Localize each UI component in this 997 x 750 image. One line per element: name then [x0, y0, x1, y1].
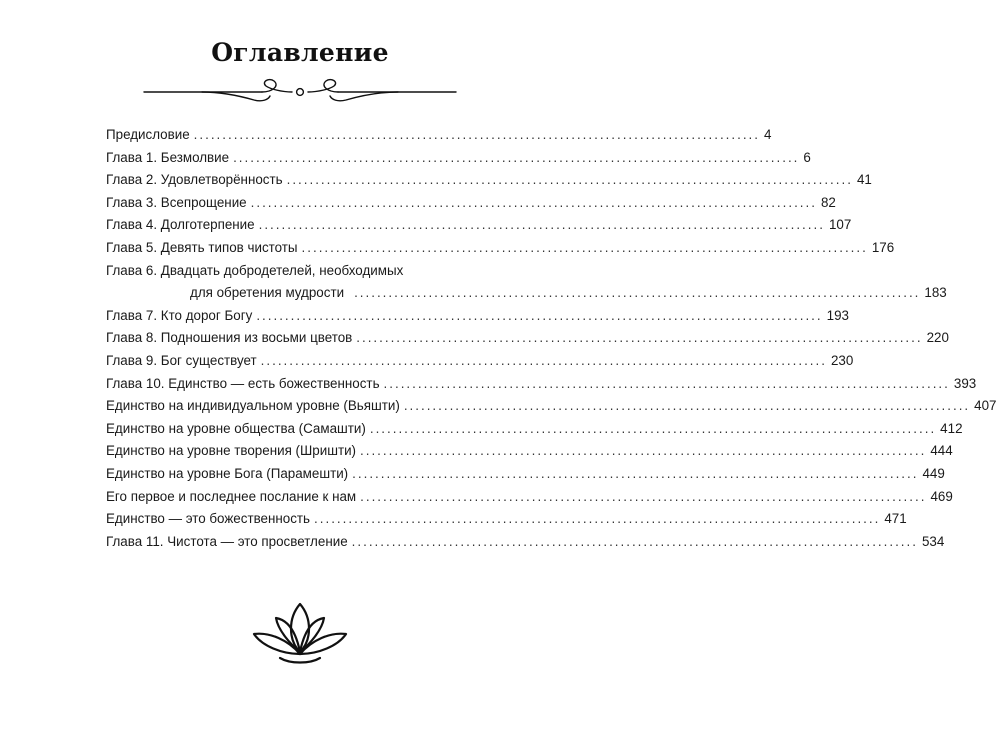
toc-entry-label: Глава 5. Девять типов чистоты	[106, 239, 298, 255]
toc-leader-dots: ...................................................................................................	[256, 307, 823, 323]
toc-leader-dots: ...................................................................................................	[233, 149, 800, 165]
toc-entry-label: Глава 8. Подношения из восьми цветов	[106, 330, 353, 346]
toc-entry[interactable]	[106, 192, 836, 215]
toc-entry-label: Глава 6. Двадцать добродетелей, необходимых	[106, 262, 404, 278]
toc-entry-page: 193	[826, 307, 849, 323]
toc-entry-page: 449	[922, 465, 945, 481]
toc-entry-label: Единство на уровне творения (Шришти)	[106, 443, 357, 459]
toc-entry[interactable]	[106, 169, 872, 192]
toc-entry[interactable]	[106, 305, 849, 328]
toc-entry[interactable]	[106, 350, 854, 373]
toc-leader-dots: ...................................................................................................	[383, 375, 950, 391]
toc-leader-dots: ...................................................................................................	[360, 488, 927, 504]
page-title: Оглавление	[211, 38, 389, 67]
toc-entry-label: Глава 2. Удовлетворённость	[106, 172, 283, 188]
toc-entry-page: 6	[803, 149, 811, 165]
toc-entry-page: 220	[926, 330, 949, 346]
toc-leader-dots: ...................................................................................................	[258, 217, 825, 233]
toc-leader-dots: ...................................................................................................	[403, 398, 971, 414]
toc-entry-page: 183	[924, 285, 947, 301]
toc-entry-label: Глава 10. Единство — есть божественность	[106, 375, 380, 391]
toc-entry[interactable]	[106, 418, 963, 441]
toc-entry-label: Глава 11. Чистота — это просветление	[106, 533, 348, 549]
toc-leader-dots: ...................................................................................................	[369, 420, 937, 436]
toc-entry-continuation[interactable]	[106, 282, 947, 305]
toc-entry-label: Глава 4. Долготерпение	[106, 217, 255, 233]
toc-entry[interactable]	[106, 124, 772, 147]
toc-entry-page: 82	[820, 194, 836, 210]
flourish-divider-icon	[142, 76, 458, 106]
toc-leader-dots: ...................................................................................................	[351, 533, 918, 549]
toc-entry[interactable]	[106, 531, 945, 554]
toc-entry-page: 469	[930, 488, 953, 504]
toc-entry[interactable]	[106, 373, 977, 396]
toc-leader-dots: ...................................................................................................	[354, 285, 921, 301]
toc-entry[interactable]	[106, 463, 945, 486]
toc-leader-dots: ...................................................................................................	[356, 330, 923, 346]
toc-entry-label: Глава 1. Безмолвие	[106, 149, 230, 165]
toc-entry-label: для обретения мудрости	[190, 285, 345, 301]
toc-entry-page: 41	[856, 172, 872, 188]
toc-entry-first-line[interactable]	[106, 260, 482, 283]
toc-entry-label: Предисловие	[106, 127, 190, 142]
toc-entry[interactable]	[106, 508, 907, 531]
toc-entry[interactable]	[106, 237, 895, 260]
toc-leader-dots: ...................................................................................................	[360, 443, 927, 459]
toc-leader-dots: ...................................................................................................	[314, 511, 881, 527]
toc-entry[interactable]	[106, 214, 852, 237]
toc-entry-page: 176	[871, 239, 895, 255]
toc-entry-page: 4	[764, 127, 772, 142]
toc-entry-page: 534	[921, 533, 945, 549]
toc-entry-label: Единство на индивидуальном уровне (Вьяшти)	[106, 398, 400, 414]
toc-entry-label: Глава 7. Кто дорог Богу	[106, 307, 253, 323]
lotus-icon	[250, 600, 350, 670]
toc-entry[interactable]	[106, 395, 997, 418]
toc-entry-page: 471	[884, 511, 907, 527]
toc-leader-dots: ...................................................................................................	[260, 352, 827, 368]
toc-entry-label: Его первое и последнее послание к нам	[106, 488, 357, 504]
toc-leader-dots: ...................................................................................................	[193, 127, 760, 142]
toc-entry-label: Единство на уровне Бога (Парамешти)	[106, 465, 349, 481]
toc-entry[interactable]	[106, 327, 949, 350]
toc-entry-label: Единство — это божественность	[106, 511, 311, 527]
toc-entry-page: 393	[953, 375, 977, 391]
toc-entry[interactable]	[106, 147, 811, 170]
toc-entry-page: 444	[930, 443, 953, 459]
toc-leader-dots: ...................................................................................................	[352, 465, 919, 481]
toc-entry-label: Глава 3. Всепрощение	[106, 194, 247, 210]
toc-leader-dots: ...................................................................................................	[250, 194, 817, 210]
toc-entry-page: 412	[940, 420, 963, 436]
table-of-contents	[106, 124, 997, 553]
toc-entry-label: Глава 9. Бог существует	[106, 352, 257, 368]
toc-entry-page: 230	[830, 352, 854, 368]
toc-leader-dots: ...................................................................................................	[286, 172, 853, 188]
toc-entry-label: Единство на уровне общества (Самашти)	[106, 420, 366, 436]
toc-entry[interactable]	[106, 486, 953, 509]
toc-leader-dots: ...................................................................................................	[301, 239, 868, 255]
toc-entry-page: 107	[828, 217, 852, 233]
toc-entry-page: 407	[974, 398, 997, 414]
toc-entry[interactable]	[106, 440, 953, 463]
